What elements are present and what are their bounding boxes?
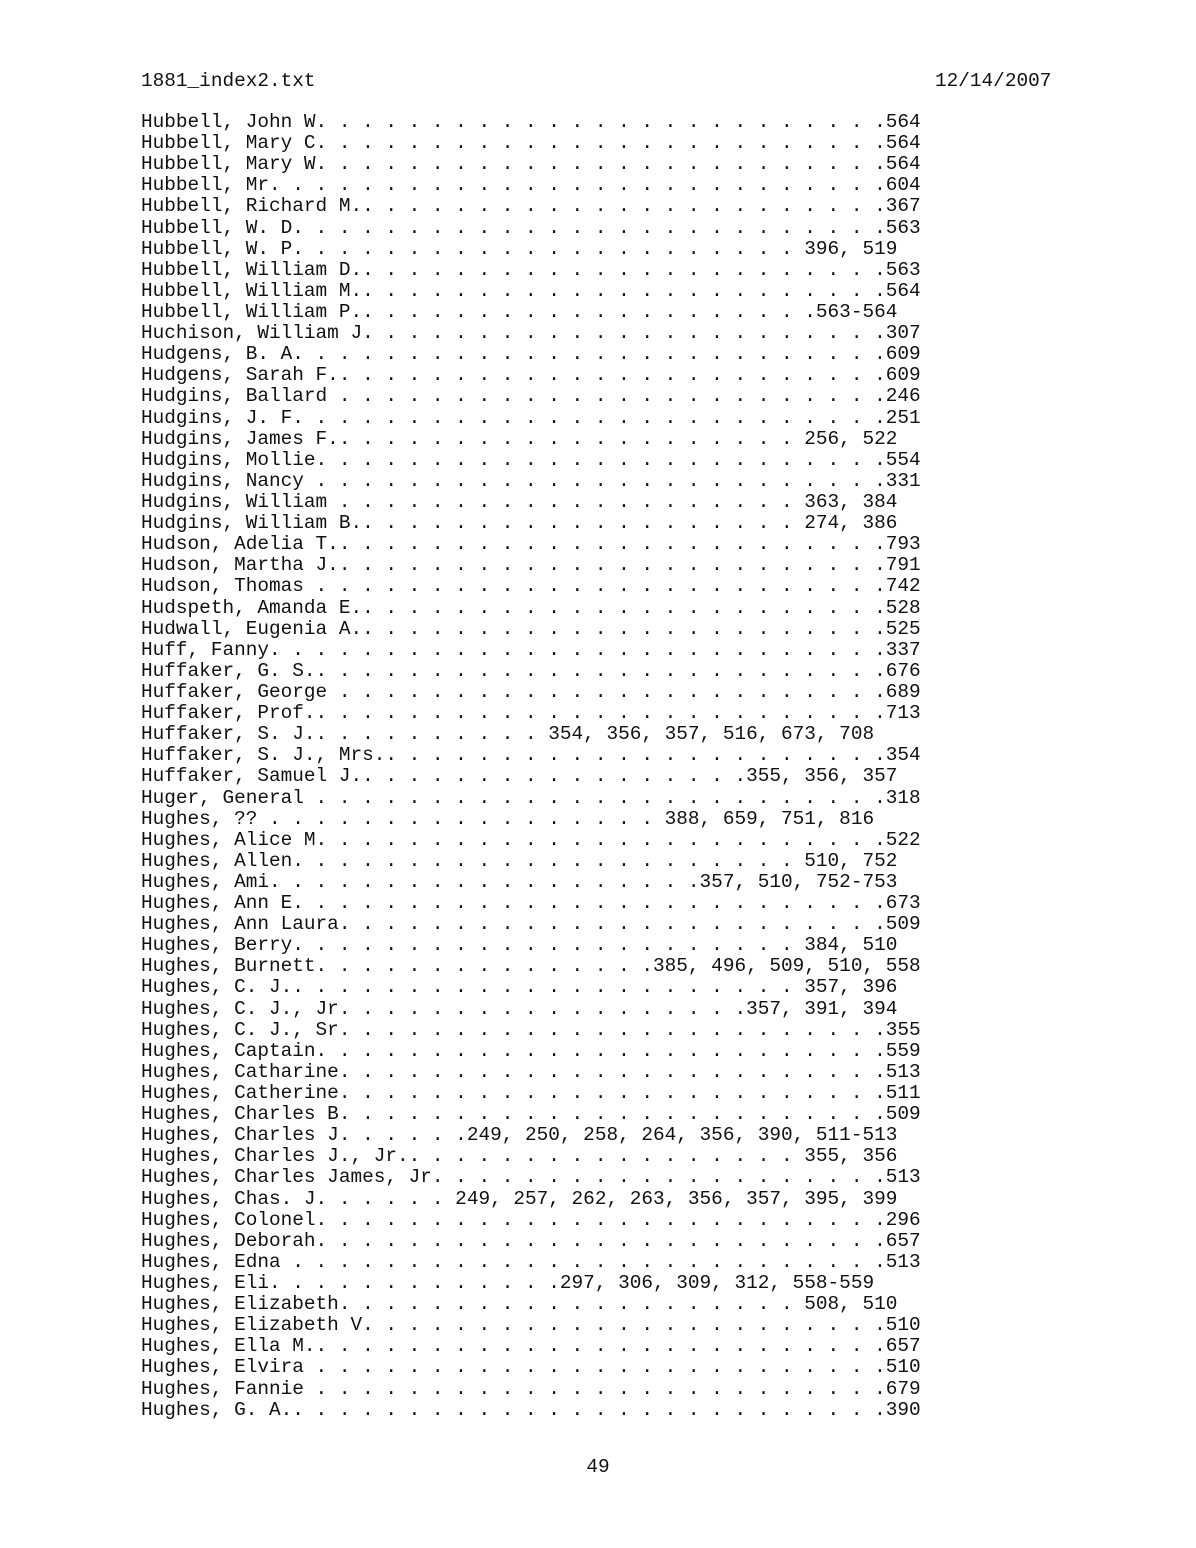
- index-entry: Hughes, Catherine. . . . . . . . . . . . . . . . . . . . . . . .511: [141, 1082, 921, 1105]
- index-entry: Huffaker, S. J.. . . . . . . . . . 354, 356, 357, 516, 673, 708: [141, 723, 875, 746]
- index-entry: Hubbell, William M.. . . . . . . . . . . . . . . . . . . . . . .564: [141, 279, 921, 302]
- index-entry: Hubbell, William P.. . . . . . . . . . . . . . . . . . . .563-564: [141, 300, 898, 323]
- index-entry: Hughes, Colonel. . . . . . . . . . . . . . . . . . . . . . . . .296: [141, 1208, 921, 1231]
- index-entry: Hughes, Elizabeth. . . . . . . . . . . . . . . . . . . . 508, 510: [141, 1293, 898, 1316]
- index-entry: Hudgins, Ballard . . . . . . . . . . . . . . . . . . . . . . . .246: [141, 385, 921, 408]
- index-entry: Hudspeth, Amanda E.. . . . . . . . . . . . . . . . . . . . . . .528: [141, 596, 921, 619]
- index-entry: Hughes, Ami. . . . . . . . . . . . . . . . . . .357, 510, 752-753: [141, 870, 898, 893]
- index-entry: Hudgins, James F.. . . . . . . . . . . . . . . . . . . . 256, 522: [141, 427, 898, 450]
- index-entry: Hudson, Adelia T.. . . . . . . . . . . . . . . . . . . . . . . .793: [141, 533, 921, 556]
- index-entry: Hubbell, John W. . . . . . . . . . . . . . . . . . . . . . . . .564: [141, 111, 921, 133]
- index-entry: Hubbell, Mr. . . . . . . . . . . . . . . . . . . . . . . . . . .604: [141, 174, 921, 197]
- index-entry: Hughes, C. J.. . . . . . . . . . . . . . . . . . . . . . 357, 396: [141, 976, 898, 999]
- index-entry: Hughes, Charles J. . . . . .249, 250, 258, 264, 356, 390, 511-513: [141, 1124, 898, 1147]
- index-entry: Huffaker, Samuel J.. . . . . . . . . . . . . . . . .355, 356, 357: [141, 765, 898, 788]
- index-entry: Hudgens, B. A. . . . . . . . . . . . . . . . . . . . . . . . . .609: [141, 343, 921, 366]
- index-entry: Hughes, Deborah. . . . . . . . . . . . . . . . . . . . . . . . .657: [141, 1229, 921, 1252]
- index-entry: Hubbell, W. P. . . . . . . . . . . . . . . . . . . . . . 396, 519: [141, 237, 898, 260]
- index-entry: Huger, General . . . . . . . . . . . . . . . . . . . . . . . . .318: [141, 786, 921, 809]
- index-entry: Hudgins, William . . . . . . . . . . . . . . . . . . . . 363, 384: [141, 490, 898, 513]
- index-entry-list: [141, 112, 921, 1421]
- index-entry: Hubbell, Richard M.. . . . . . . . . . . . . . . . . . . . . . .367: [141, 195, 921, 218]
- index-entry: Hughes, Chas. J. . . . . . 249, 257, 262, 263, 356, 357, 395, 399: [141, 1187, 898, 1210]
- index-entry: Hughes, Charles J., Jr.. . . . . . . . . . . . . . . . . 355, 356: [141, 1145, 898, 1168]
- index-entry: Hughes, Charles James, Jr. . . . . . . . . . . . . . . . . . . .513: [141, 1166, 921, 1189]
- index-entry: Hughes, Catharine. . . . . . . . . . . . . . . . . . . . . . . .513: [141, 1060, 921, 1083]
- index-entry: Huffaker, G. S.. . . . . . . . . . . . . . . . . . . . . . . . .676: [141, 659, 921, 682]
- index-entry: Hughes, Fannie . . . . . . . . . . . . . . . . . . . . . . . . .679: [141, 1377, 921, 1400]
- index-entry: Hudgens, Sarah F.. . . . . . . . . . . . . . . . . . . . . . . .609: [141, 364, 921, 387]
- index-entry: Hudgins, J. F. . . . . . . . . . . . . . . . . . . . . . . . . .251: [141, 406, 921, 429]
- index-entry: Hudgins, William B.. . . . . . . . . . . . . . . . . . . 274, 386: [141, 512, 898, 535]
- index-entry: Hughes, Eli. . . . . . . . . . . . .297, 306, 309, 312, 558-559: [141, 1272, 875, 1295]
- index-entry: Hughes, G. A.. . . . . . . . . . . . . . . . . . . . . . . . . .390: [141, 1398, 921, 1421]
- index-entry: Hughes, Berry. . . . . . . . . . . . . . . . . . . . . . 384, 510: [141, 934, 898, 957]
- index-entry: Hughes, Burnett. . . . . . . . . . . . . . .385, 496, 509, 510, 558: [141, 955, 921, 978]
- index-entry: Hughes, Captain. . . . . . . . . . . . . . . . . . . . . . . . .559: [141, 1039, 921, 1062]
- index-entry: Hudgins, Nancy . . . . . . . . . . . . . . . . . . . . . . . . .331: [141, 469, 921, 492]
- print-date: 12/14/2007: [935, 70, 1052, 92]
- index-entry: Huffaker, S. J., Mrs.. . . . . . . . . . . . . . . . . . . . . .354: [141, 744, 921, 767]
- index-entry: Hughes, Charles B. . . . . . . . . . . . . . . . . . . . . . . .509: [141, 1103, 921, 1126]
- index-entry: Hughes, Alice M. . . . . . . . . . . . . . . . . . . . . . . . .522: [141, 828, 921, 851]
- index-entry: Hughes, Ann E. . . . . . . . . . . . . . . . . . . . . . . . . .673: [141, 892, 921, 915]
- index-entry: Hughes, Ann Laura. . . . . . . . . . . . . . . . . . . . . . . .509: [141, 913, 921, 936]
- index-entry: Hudgins, Mollie. . . . . . . . . . . . . . . . . . . . . . . . .554: [141, 448, 921, 471]
- index-entry: Hughes, C. J., Sr. . . . . . . . . . . . . . . . . . . . . . . .355: [141, 1018, 921, 1041]
- index-entry: Hughes, Elizabeth V. . . . . . . . . . . . . . . . . . . . . . .510: [141, 1314, 921, 1337]
- index-entry: Huffaker, Prof.. . . . . . . . . . . . . . . . . . . . . . . . .713: [141, 702, 921, 725]
- index-entry: Hubbell, Mary C. . . . . . . . . . . . . . . . . . . . . . . . .564: [141, 132, 921, 155]
- index-entry: Hubbell, W. D. . . . . . . . . . . . . . . . . . . . . . . . . .563: [141, 216, 921, 239]
- index-entry: Hughes, C. J., Jr. . . . . . . . . . . . . . . . . .357, 391, 394: [141, 997, 898, 1020]
- index-entry: Huchison, William J. . . . . . . . . . . . . . . . . . . . . . .307: [141, 322, 921, 345]
- index-entry: Hubbell, Mary W. . . . . . . . . . . . . . . . . . . . . . . . .564: [141, 153, 921, 176]
- page-number: 49: [586, 1456, 610, 1478]
- index-entry: Huffaker, George . . . . . . . . . . . . . . . . . . . . . . . .689: [141, 680, 921, 703]
- index-entry: Hudson, Thomas . . . . . . . . . . . . . . . . . . . . . . . . .742: [141, 575, 921, 598]
- file-name: 1881_index2.txt: [141, 70, 316, 92]
- index-entry: Hughes, ?? . . . . . . . . . . . . . . . . . 388, 659, 751, 816: [141, 807, 875, 830]
- index-entry: Hubbell, William D.. . . . . . . . . . . . . . . . . . . . . . .563: [141, 258, 921, 281]
- index-entry: Hughes, Allen. . . . . . . . . . . . . . . . . . . . . . 510, 752: [141, 849, 898, 872]
- index-entry: Hughes, Edna . . . . . . . . . . . . . . . . . . . . . . . . . .513: [141, 1250, 921, 1273]
- index-entry: Hughes, Elvira . . . . . . . . . . . . . . . . . . . . . . . . .510: [141, 1356, 921, 1379]
- index-entry: Huff, Fanny. . . . . . . . . . . . . . . . . . . . . . . . . . .337: [141, 638, 921, 661]
- index-entry: Hudwall, Eugenia A.. . . . . . . . . . . . . . . . . . . . . . .525: [141, 617, 921, 640]
- index-entry: Hudson, Martha J.. . . . . . . . . . . . . . . . . . . . . . . .791: [141, 554, 921, 577]
- index-entry: Hughes, Ella M.. . . . . . . . . . . . . . . . . . . . . . . . .657: [141, 1335, 921, 1358]
